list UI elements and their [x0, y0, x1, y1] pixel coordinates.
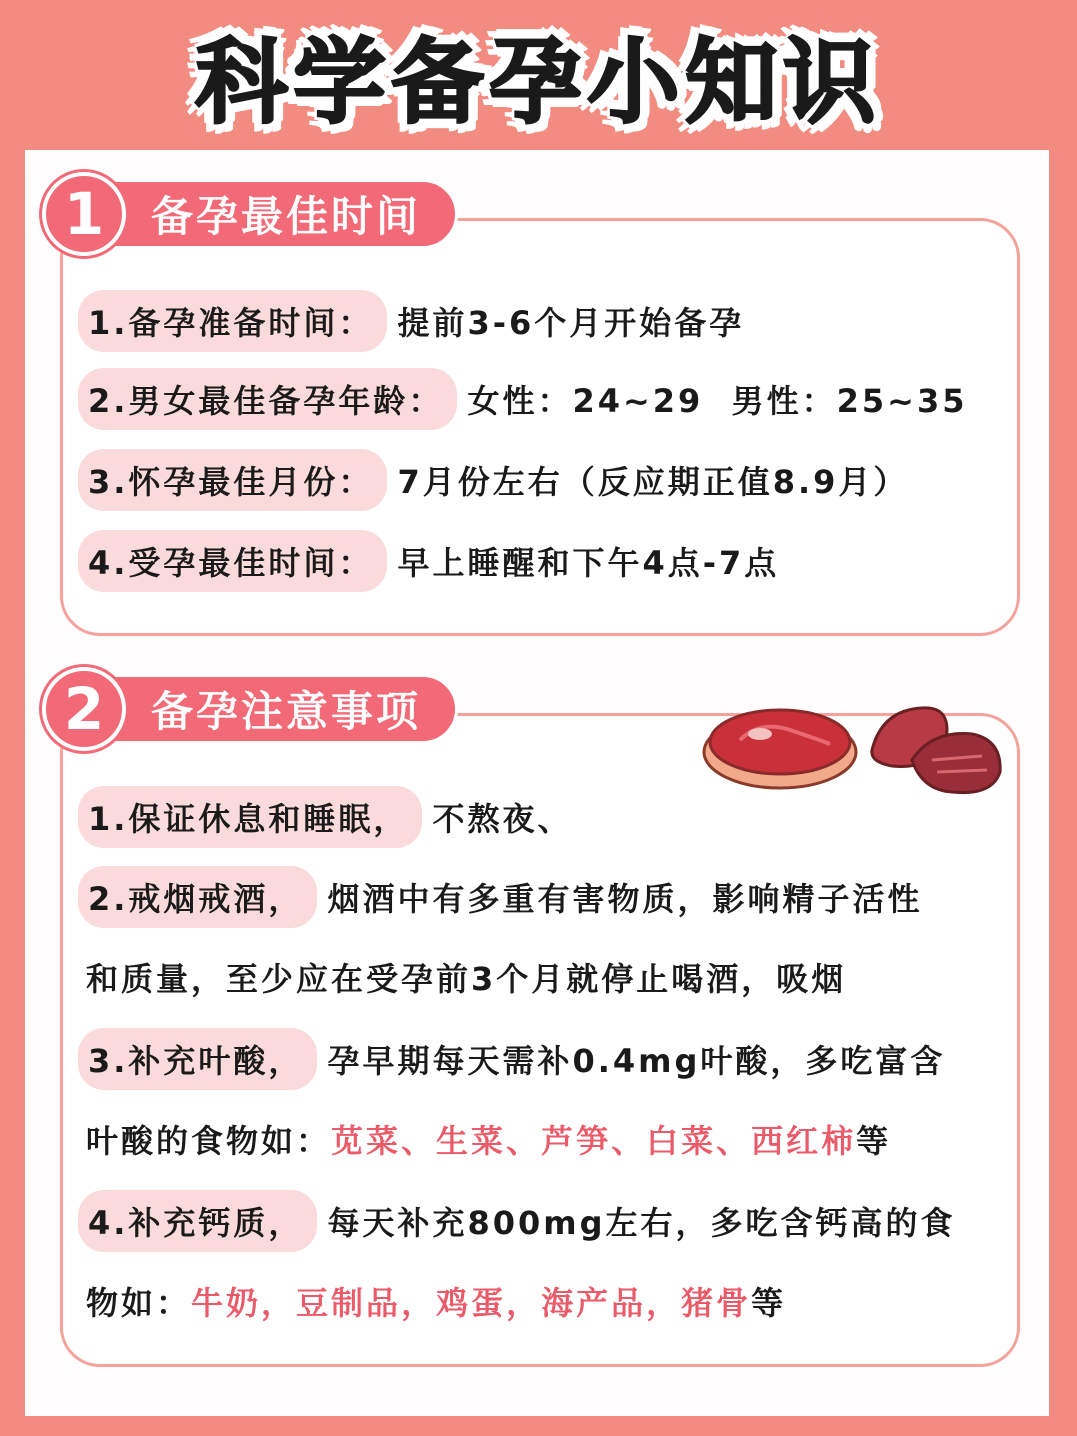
sep: 、	[401, 1122, 437, 1160]
section-1-number: 1	[42, 172, 126, 256]
s2-item-4	[78, 1190, 956, 1252]
s1-item-3-value: 7月份左右（反应期正值8.9月）	[397, 463, 909, 501]
food-3: 鸡蛋	[436, 1284, 507, 1322]
food-5: 西红柿	[751, 1122, 857, 1160]
section-1-header	[42, 174, 458, 254]
title-banner	[0, 0, 1077, 150]
sep: 、	[611, 1122, 647, 1160]
food-2: 生菜	[436, 1122, 507, 1160]
s2-item-2-cont: 和质量，至少应在受孕前3个月就停止喝酒，吸烟	[86, 960, 847, 998]
s2-item-4-cont	[86, 1278, 786, 1324]
s2-item-1-value: 不熬夜、	[432, 800, 573, 838]
s1-item-1-value: 提前3-6个月开始备孕	[397, 304, 745, 342]
food-4: 海产品	[541, 1284, 647, 1322]
s2-item-3-label: 3.补充叶酸，	[78, 1028, 317, 1090]
food-4: 白菜	[646, 1122, 717, 1160]
food-5: 猪骨	[681, 1284, 752, 1322]
sep: 、	[506, 1122, 542, 1160]
s1-item-1-label: 1.备孕准备时间：	[78, 290, 387, 352]
s2-item-3-prefix: 叶酸的食物如：	[86, 1122, 332, 1160]
s2-item-4-prefix: 物如：	[86, 1284, 192, 1322]
food-3: 芦笋	[541, 1122, 612, 1160]
sep: ，	[646, 1284, 682, 1322]
s1-item-2-label: 2.男女最佳备孕年龄：	[78, 368, 457, 430]
sep: ，	[261, 1284, 297, 1322]
sep: 、	[716, 1122, 752, 1160]
beef-chunks-icon	[862, 700, 1012, 800]
s2-item-2	[78, 866, 922, 928]
section-2-header	[42, 669, 458, 749]
s2-item-3-value: 孕早期每天需补0.4mg叶酸，多吃富含	[327, 1042, 946, 1080]
food-2: 豆制品	[296, 1284, 402, 1322]
section-1-heading: 备孕最佳时间	[108, 179, 458, 249]
page-title: 科学备孕小知识	[195, 29, 882, 136]
s1-item-3	[78, 449, 908, 511]
s2-item-1-label: 1.保证休息和睡眠，	[78, 786, 422, 848]
sep: ，	[506, 1284, 542, 1322]
s2-item-4-value: 每天补充800mg左右，多吃含钙高的食	[327, 1204, 956, 1242]
s2-item-2-label: 2.戒烟戒酒，	[78, 866, 317, 928]
s2-item-2-value: 烟酒中有多重有害物质，影响精子活性	[327, 880, 923, 918]
s1-item-3-label: 3.怀孕最佳月份：	[78, 449, 387, 511]
food-1: 牛奶	[191, 1284, 262, 1322]
s2-item-4-label: 4.补充钙质，	[78, 1190, 317, 1252]
s1-item-4-value: 早上睡醒和下午4点-7点	[397, 544, 780, 582]
s1-item-4-label: 4.受孕最佳时间：	[78, 530, 387, 592]
s2-item-4-suffix: 等	[751, 1284, 787, 1322]
raw-steak-icon	[700, 700, 860, 792]
section-2-number: 2	[42, 667, 126, 751]
s1-item-1	[78, 290, 744, 352]
food-1: 苋菜	[331, 1122, 402, 1160]
section-2-heading: 备孕注意事项	[108, 674, 458, 744]
s2-item-1	[78, 786, 572, 848]
s1-item-2	[78, 368, 967, 430]
s2-item-3-suffix: 等	[856, 1122, 892, 1160]
s2-item-3	[78, 1028, 945, 1090]
s1-item-4	[78, 530, 779, 592]
sep: ，	[401, 1284, 437, 1322]
s1-item-2-value: 女性：24~29 男性：25~35	[467, 382, 968, 420]
s2-item-3-cont	[86, 1116, 891, 1162]
